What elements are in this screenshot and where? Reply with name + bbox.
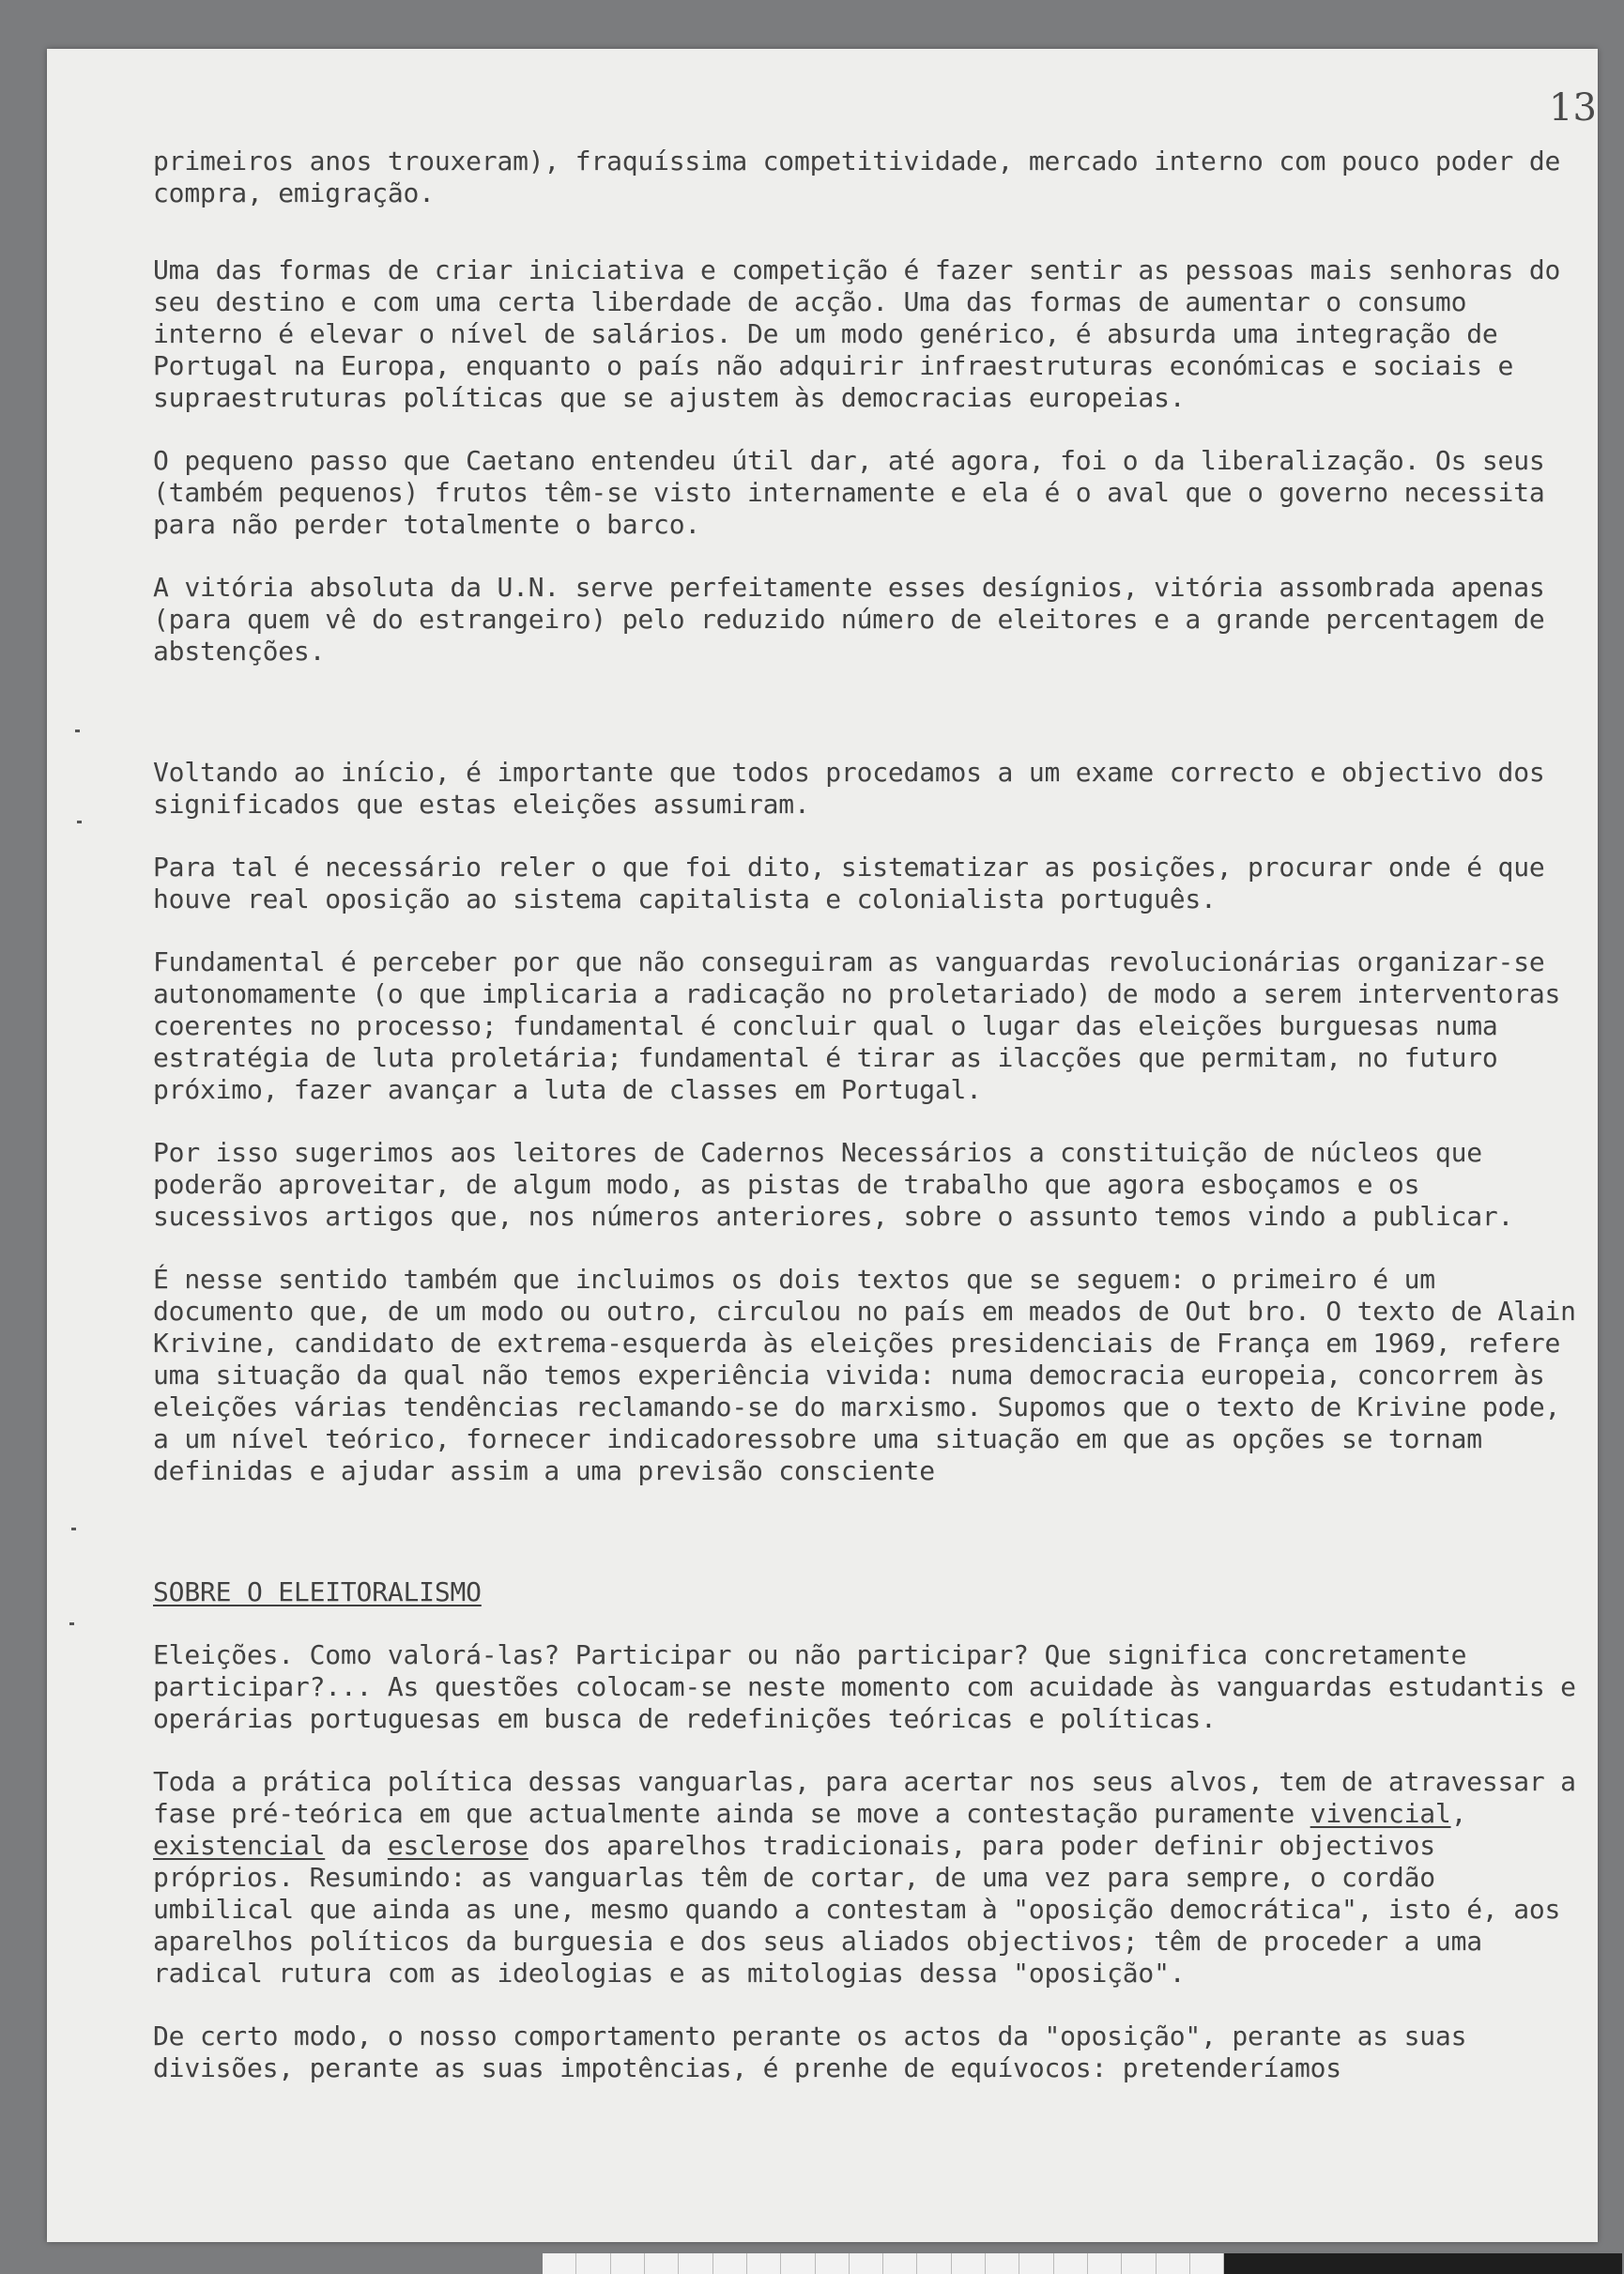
section-paragraph-2 [153, 1766, 1580, 1990]
paragraph-4: A vitória absoluta da U.N. serve perfeitamente esses desígnios, vitória assombrada apenas (para quem vê do estrangeiro) pelo reduzido número de eleitores e a grande percentagem de abstenções. [153, 572, 1545, 667]
underlined-word: esclerose [387, 1830, 529, 1861]
paragraph-9: É nesse sentido também que incluimos os dois textos que se seguem: o primeiro é um documento que, de um modo ou outro, circulou no país em meados de Out bro. O texto de Alain Krivine, candidato de extrema-esquerda às eleições presidenciais de França em 1969, refere uma situação da qual não temos experiência vivida: numa democracia europeia, concorrem às eleições várias tendências reclamando-se do marxismo. Supomos que o texto de Krivine pode, a um nível teórico, fornecer indicadoressobre uma situação em que as opções se tornam definidas e ajudar assim a uma previsão consciente [153, 1264, 1576, 1486]
text-run: , [1450, 1798, 1467, 1829]
section-heading: SOBRE O ELEITORALISMO [153, 1576, 482, 1607]
margin-mark [75, 730, 80, 732]
paragraph-2: Uma das formas de criar iniciativa e competição é fazer sentir as pessoas mais senhoras do seu destino e com uma certa liberdade de acção. Uma das formas de aumentar o consumo interno é elevar o nível de salários. De um modo genérico, é absurda uma integração de Portugal na Europa, enquanto o país não adquirir infraestruturas económicas e sociais e supraestruturas políticas que se ajustem às democracias europeias. [153, 254, 1561, 413]
margin-mark [69, 1622, 74, 1625]
section-paragraph-1: Eleições. Como valorá-las? Participar ou não participar? Que significa concretamente participar?... As questões colocam-se neste momento com acuidade às vanguardas estudantis e operárias portuguesas em busca de redefinições teóricas e políticas. [153, 1639, 1576, 1734]
margin-mark [71, 1528, 76, 1530]
scale-ruler [543, 2253, 1622, 2274]
page-number: 13 [1549, 86, 1597, 130]
margin-mark [77, 821, 82, 823]
text-run: Toda a prática política dessas vanguarlas, para acertar nos seus alvos, tem de atravessar a fase pré-teórica em que actualmente ainda se move a contestação puramente [153, 1766, 1576, 1829]
paragraph-3: O pequeno passo que Caetano entendeu útil dar, até agora, foi o da liberalização. Os seus (também pequenos) frutos têm-se visto internamente e ela é o aval que o governo necessita para não perder totalmente o barco. [153, 445, 1545, 540]
document-body [153, 146, 1580, 2115]
section-paragraph-3: De certo modo, o nosso comportamento perante os actos da "oposição", perante as suas divisões, perante as suas impotências, é prenhe de equívocos: pretenderíamos [153, 2020, 1467, 2083]
underlined-word: vivencial [1310, 1798, 1451, 1829]
paragraph-6: Para tal é necessário reler o que foi dito, sistematizar as posições, procurar onde é que houve real oposição ao sistema capitalista e colonialista português. [153, 852, 1545, 914]
text-run: da [325, 1830, 388, 1861]
underlined-word: existencial [153, 1830, 326, 1861]
document-page [47, 49, 1598, 2242]
paragraph-8: Por isso sugerimos aos leitores de Cadernos Necessários a constituição de núcleos que poderão aproveitar, de algum modo, as pistas de trabalho que agora esboçamos e os sucessivos artigos que, nos números anteriores, sobre o assunto temos vindo a publicar. [153, 1137, 1514, 1232]
text-run: dos aparelhos tradicionais, para poder definir objectivos próprios. Resumindo: as vanguarlas têm de cortar, de uma vez para sempre, o cordão umbilical que ainda as une, mesmo quando a contestam à "oposição democrática", isto é, aos aparelhos políticos da burguesia e dos seus aliados objectivos; têm de proceder a uma radical rutura com as ideologias e as mitologias dessa "oposição". [153, 1830, 1561, 1989]
paragraph-1: primeiros anos trouxeram), fraquíssima competitividade, mercado interno com pouco poder de compra, emigração. [153, 146, 1561, 208]
paragraph-5: Voltando ao início, é importante que todos procedamos a um exame correcto e objectivo dos significados que estas eleições assumiram. [153, 757, 1545, 820]
paragraph-7: Fundamental é perceber por que não conseguiram as vanguardas revolucionárias organizar-se autonomamente (o que implicaria a radicação no proletariado) de modo a serem interventoras coerentes no processo; fundamental é concluir qual o lugar das eleições burguesas numa estratégia de luta proletária; fundamental é tirar as ilacções que permitam, no futuro próximo, fazer avançar a luta de classes em Portugal. [153, 946, 1561, 1105]
